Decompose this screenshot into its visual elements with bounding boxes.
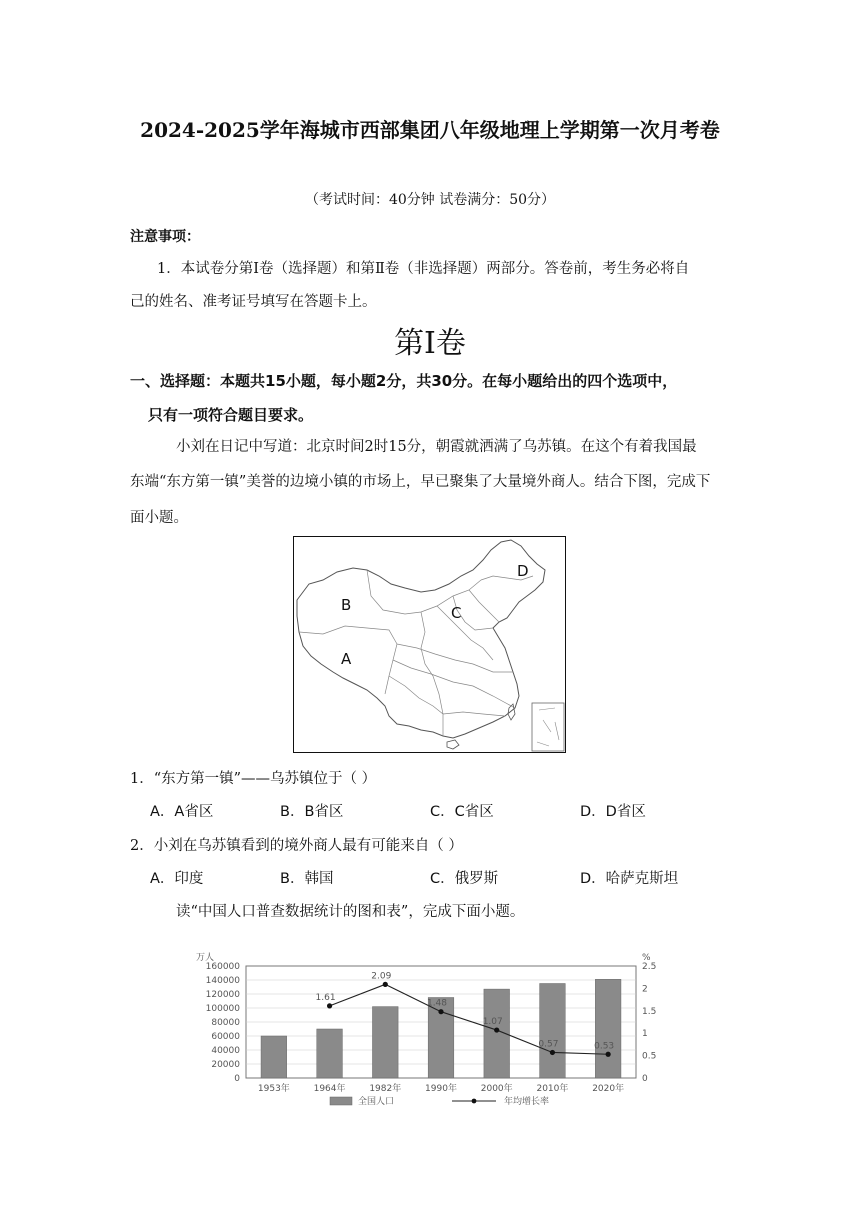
exam-title: 2024-2025学年海城市西部集团八年级地理上学期第一次月考卷 [140, 118, 720, 142]
growth-rate-label: 1.61 [315, 992, 336, 1003]
x-tick-label: 2020年 [592, 1084, 625, 1094]
legend-line-marker [472, 1099, 477, 1104]
passage-1-line-3: 面小题。 [130, 510, 188, 526]
question-1-option-a[interactable]: A．A省区 [150, 804, 214, 820]
population-chart [190, 948, 670, 1108]
y-axis-label: 万人 [196, 953, 215, 963]
y2-tick-label: 0.5 [642, 1051, 657, 1062]
section-heading-line-1: 一、选择题：本题共15小题，每小题2分，共30分。在每小题给出的四个选项中， [130, 372, 678, 390]
y2-tick-label: 1.5 [642, 1006, 657, 1017]
y2-tick-label: 1 [642, 1029, 648, 1040]
population-bar [372, 1007, 398, 1078]
y-tick-label: 160000 [205, 962, 240, 972]
y2-tick-label: 2.5 [642, 962, 657, 972]
notice-heading: 注意事项： [130, 229, 200, 245]
question-2-option-d[interactable]: D．哈萨克斯坦 [580, 871, 679, 887]
growth-rate-label: 1.07 [482, 1017, 503, 1028]
passage-1-line-1: 小刘在日记中写道：北京时间2时15分，朝霞就洒满了乌苏镇。在这个有着我国最 [176, 439, 697, 455]
x-tick-label: 1953年 [257, 1084, 290, 1094]
section-heading-line-2: 只有一项符合题目要求。 [148, 406, 314, 424]
growth-rate-point [550, 1050, 555, 1055]
x-tick-label: 1964年 [313, 1084, 346, 1094]
y-tick-label: 40000 [211, 1046, 240, 1056]
y-tick-label: 140000 [205, 976, 240, 986]
x-tick-label: 1982年 [369, 1084, 402, 1094]
growth-rate-line [330, 984, 609, 1054]
y-tick-label: 20000 [211, 1060, 240, 1070]
map-label-d: D [517, 562, 529, 580]
population-bar [261, 1036, 287, 1078]
growth-rate-label: 1.48 [426, 998, 448, 1009]
question-1-option-b[interactable]: B．B省区 [280, 804, 344, 820]
question-2-stem: 2．小刘在乌苏镇看到的境外商人最有可能来自（ ） [130, 838, 463, 854]
question-1-option-c[interactable]: C．C省区 [430, 804, 494, 820]
y2-tick-label: 0 [642, 1074, 648, 1084]
exam-subtitle: （考试时间：40分钟 试卷满分：50分） [304, 192, 556, 208]
map-label-b: B [341, 596, 352, 614]
y-tick-label: 60000 [211, 1032, 240, 1042]
legend-bar-swatch [330, 1097, 352, 1105]
volume-heading: 第Ⅰ卷 [394, 326, 466, 361]
y-tick-label: 100000 [205, 1004, 240, 1014]
population-bar [540, 984, 566, 1079]
notice-line-1: 1．本试卷分第Ⅰ卷（选择题）和第Ⅱ卷（非选择题）两部分。答卷前，考生务必将自 [157, 261, 690, 277]
x-tick-label: 1990年 [425, 1084, 457, 1094]
x-tick-label: 2010年 [536, 1084, 569, 1094]
notice-line-2: 己的姓名、准考证号填写在答题卡上。 [130, 294, 377, 310]
y2-tick-label: 2 [642, 984, 648, 995]
growth-rate-point [494, 1027, 499, 1032]
question-1-option-d[interactable]: D．D省区 [580, 804, 646, 820]
legend-line-label: 年均增长率 [504, 1097, 550, 1107]
growth-rate-point [327, 1003, 332, 1008]
legend-bar-label: 全国人口 [358, 1097, 395, 1107]
y-tick-label: 120000 [205, 990, 240, 1000]
map-label-c: C [451, 604, 462, 622]
y2-axis-label: % [642, 953, 651, 963]
passage-2: 读“中国人口普查数据统计的图和表”，完成下面小题。 [176, 904, 525, 920]
y-tick-label: 80000 [211, 1018, 240, 1028]
y-tick-label: 0 [234, 1074, 240, 1084]
map-label-a: A [341, 650, 352, 668]
growth-rate-label: 0.53 [594, 1041, 615, 1052]
question-2-option-a[interactable]: A．印度 [150, 871, 204, 887]
question-2-option-c[interactable]: C．俄罗斯 [430, 871, 499, 887]
passage-1-line-2: 东端“东方第一镇”美誉的边境小镇的市场上，早已聚集了大量境外商人。结合下图，完成下 [130, 474, 711, 490]
growth-rate-label: 0.57 [538, 1039, 559, 1050]
china-map-figure [293, 536, 566, 753]
population-bar [595, 979, 621, 1078]
growth-rate-point [438, 1009, 443, 1014]
population-bar [317, 1029, 343, 1078]
x-tick-label: 2000年 [480, 1084, 513, 1094]
question-1-stem: 1．“东方第一镇”——乌苏镇位于（ ） [130, 771, 377, 787]
growth-rate-point [383, 982, 388, 987]
growth-rate-label: 2.09 [371, 971, 392, 982]
growth-rate-point [606, 1052, 611, 1057]
question-2-option-b[interactable]: B．韩国 [280, 871, 334, 887]
